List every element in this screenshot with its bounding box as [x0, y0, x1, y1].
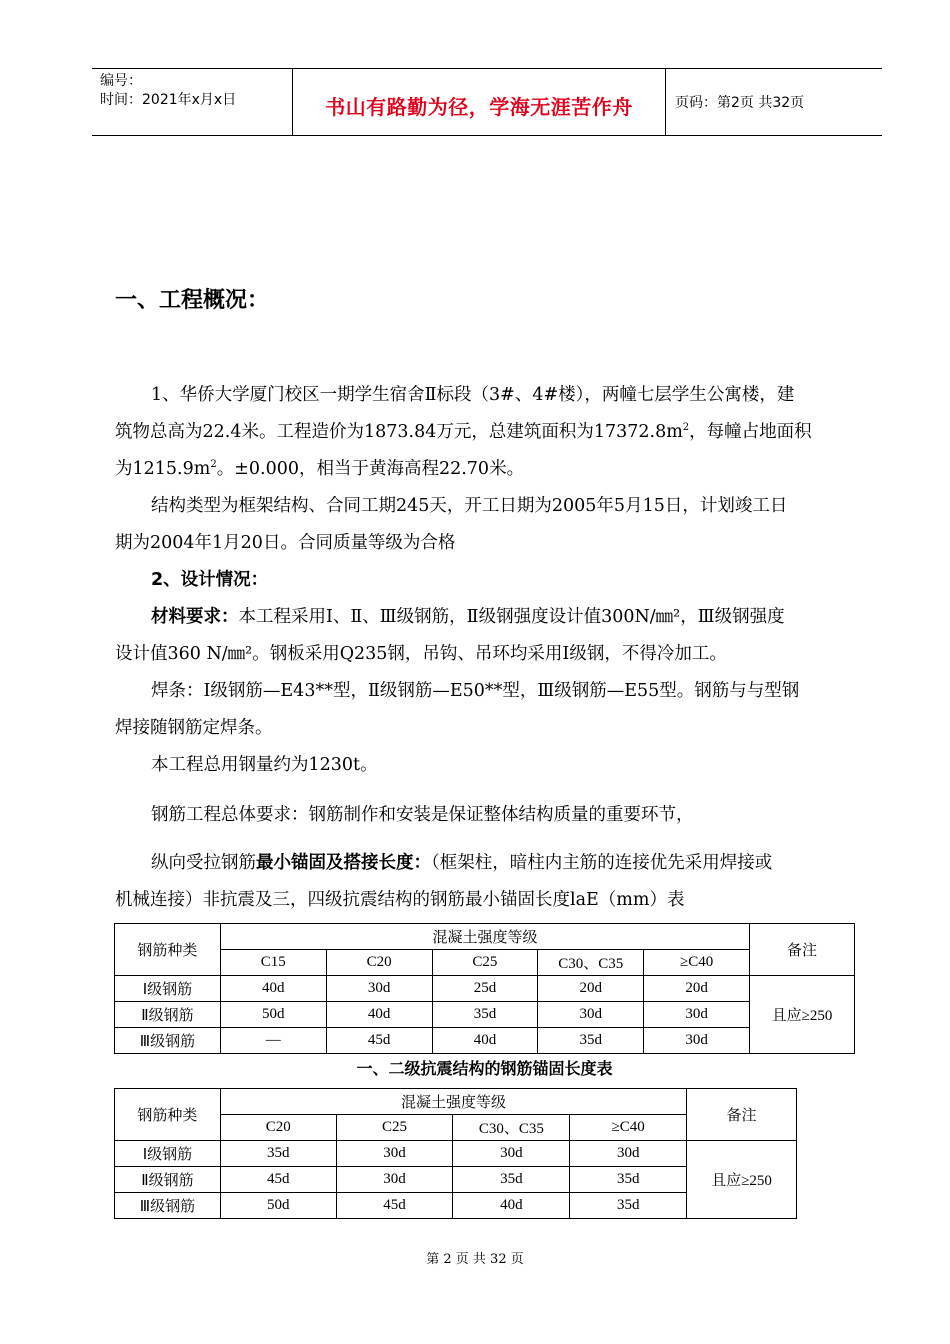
- text-run: （框架柱，暗柱内主筋的连接优先采用焊接或: [431, 853, 773, 873]
- value-cell: 35d: [570, 1193, 687, 1219]
- value-cell: 45d: [326, 1028, 432, 1054]
- header-cell: 钢筋种类: [115, 924, 221, 976]
- text-run: 。±0.000，相当于黄海高程22.70米。: [216, 459, 525, 479]
- paragraph-line: 钢筋工程总体要求：钢筋制作和安装是保证整体结构质量的重要环节，: [151, 805, 694, 825]
- note-cell: 且应≥250: [750, 976, 855, 1054]
- paragraph-line: [115, 599, 860, 636]
- value-cell: 35d: [453, 1167, 570, 1193]
- header-page-number: 页码：第2页 共32页: [675, 95, 805, 111]
- grade-cell: C20: [220, 1115, 336, 1141]
- header-cell: 备注: [687, 1089, 797, 1141]
- material-label: 材料要求：: [151, 607, 239, 627]
- grade-cell: C20: [326, 950, 432, 976]
- note-cell: 且应≥250: [687, 1141, 797, 1219]
- value-cell: —: [220, 1028, 326, 1054]
- paragraph-line: 机械连接）非抗震及三，四级抗震结构的钢筋最小锚固长度laE（mm）表: [115, 890, 685, 910]
- grade-cell: C25: [336, 1115, 453, 1141]
- value-cell: 30d: [336, 1167, 453, 1193]
- text-run: ，每幢占地面积: [689, 422, 812, 442]
- header-cell: 备注: [750, 924, 855, 976]
- table-row: [115, 1028, 855, 1054]
- value-cell: 45d: [336, 1193, 453, 1219]
- value-cell: 40d: [453, 1193, 570, 1219]
- row-label: Ⅰ级钢筋: [115, 976, 221, 1002]
- anchorage-table-2: [114, 1088, 797, 1219]
- paragraph-line: 焊条：Ⅰ级钢筋—E43**型，Ⅱ级钢筋—E50**型，Ⅲ级钢筋—E55型。钢筋与与型钢: [151, 681, 800, 701]
- value-cell: 35d: [570, 1167, 687, 1193]
- row-label: Ⅰ级钢筋: [115, 1141, 221, 1167]
- header-cell: 混凝土强度等级: [220, 924, 749, 950]
- value-cell: 40d: [432, 1028, 538, 1054]
- grade-cell: C25: [432, 950, 538, 976]
- text-run: 本工程采用Ⅰ、Ⅱ、Ⅲ级钢筋，Ⅱ级钢强度设计值300N/㎜²，Ⅲ级钢强度: [238, 607, 785, 627]
- header-motto: 书山有路勤为径，学海无涯苦作舟: [325, 95, 633, 119]
- header-top-rule: [92, 68, 882, 69]
- table-row: [115, 1002, 855, 1028]
- value-cell: 40d: [220, 976, 326, 1002]
- value-cell: 50d: [220, 1002, 326, 1028]
- header-serial: 编号：: [100, 73, 142, 89]
- grade-cell: C30、C35: [538, 950, 644, 976]
- value-cell: 30d: [336, 1141, 453, 1167]
- bold-run: 最小锚固及搭接长度：: [256, 853, 431, 873]
- value-cell: 35d: [220, 1141, 336, 1167]
- section-title: 一、工程概况：: [115, 288, 270, 313]
- paragraph-line: 焊接随钢筋定焊条。: [115, 718, 273, 738]
- value-cell: 30d: [453, 1141, 570, 1167]
- row-label: Ⅱ级钢筋: [115, 1167, 221, 1193]
- grade-cell: ≥C40: [644, 950, 750, 976]
- table-caption: 一、二级抗震结构的钢筋锚固长度表: [356, 1059, 613, 1078]
- paragraph-line: 期为2004年1月20日。合同质量等级为合格: [115, 533, 456, 553]
- superscript: 2: [210, 459, 217, 471]
- value-cell: 20d: [538, 976, 644, 1002]
- paragraph-line: 1、华侨大学厦门校区一期学生宿舍Ⅱ标段（3#、4#楼），两幢七层学生公寓楼，建: [151, 385, 795, 405]
- row-label: Ⅲ级钢筋: [115, 1193, 221, 1219]
- value-cell: 30d: [538, 1002, 644, 1028]
- page-footer: 第 2 页 共 32 页: [426, 1252, 524, 1267]
- table-row: [115, 976, 855, 1002]
- value-cell: 30d: [644, 1028, 750, 1054]
- header-divider-right: [665, 68, 666, 136]
- header-cell: 混凝土强度等级: [220, 1089, 686, 1115]
- paragraph-line: 设计值360 N/㎜²。钢板采用Q235钢，吊钩、吊环均采用Ⅰ级钢，不得冷加工。: [115, 644, 727, 664]
- paragraph-line: [115, 845, 860, 882]
- paragraph-line: [115, 451, 860, 488]
- header-time: 时间：2021年x月x日: [100, 92, 237, 108]
- grade-cell: C15: [220, 950, 326, 976]
- value-cell: 30d: [326, 976, 432, 1002]
- paragraph-line: 本工程总用钢量约为1230t。: [151, 755, 378, 775]
- value-cell: 30d: [644, 1002, 750, 1028]
- value-cell: 35d: [432, 1002, 538, 1028]
- paragraph-line: 结构类型为框架结构、合同工期245天，开工日期为2005年5月15日，计划竣工日: [151, 496, 788, 516]
- value-cell: 35d: [538, 1028, 644, 1054]
- row-label: Ⅲ级钢筋: [115, 1028, 221, 1054]
- row-label: Ⅱ级钢筋: [115, 1002, 221, 1028]
- value-cell: 50d: [220, 1193, 336, 1219]
- value-cell: 20d: [644, 976, 750, 1002]
- text-run: 纵向受拉钢筋: [151, 853, 256, 873]
- superscript: 2: [682, 422, 690, 434]
- header-cell: 钢筋种类: [115, 1089, 221, 1141]
- value-cell: 25d: [432, 976, 538, 1002]
- subheading: 2、设计情况：: [151, 570, 269, 590]
- table-row: [115, 1141, 797, 1167]
- anchorage-table-1: [114, 923, 855, 1054]
- paragraph-line: [115, 414, 860, 451]
- grade-cell: C30、C35: [453, 1115, 570, 1141]
- text-run: 为1215.9m: [115, 459, 211, 479]
- value-cell: 45d: [220, 1167, 336, 1193]
- value-cell: 40d: [326, 1002, 432, 1028]
- grade-cell: ≥C40: [570, 1115, 687, 1141]
- value-cell: 30d: [570, 1141, 687, 1167]
- text-run: 筑物总高为22.4米。工程造价为1873.84万元，总建筑面积为17372.8m: [115, 422, 683, 442]
- header-bottom-rule: [92, 135, 882, 136]
